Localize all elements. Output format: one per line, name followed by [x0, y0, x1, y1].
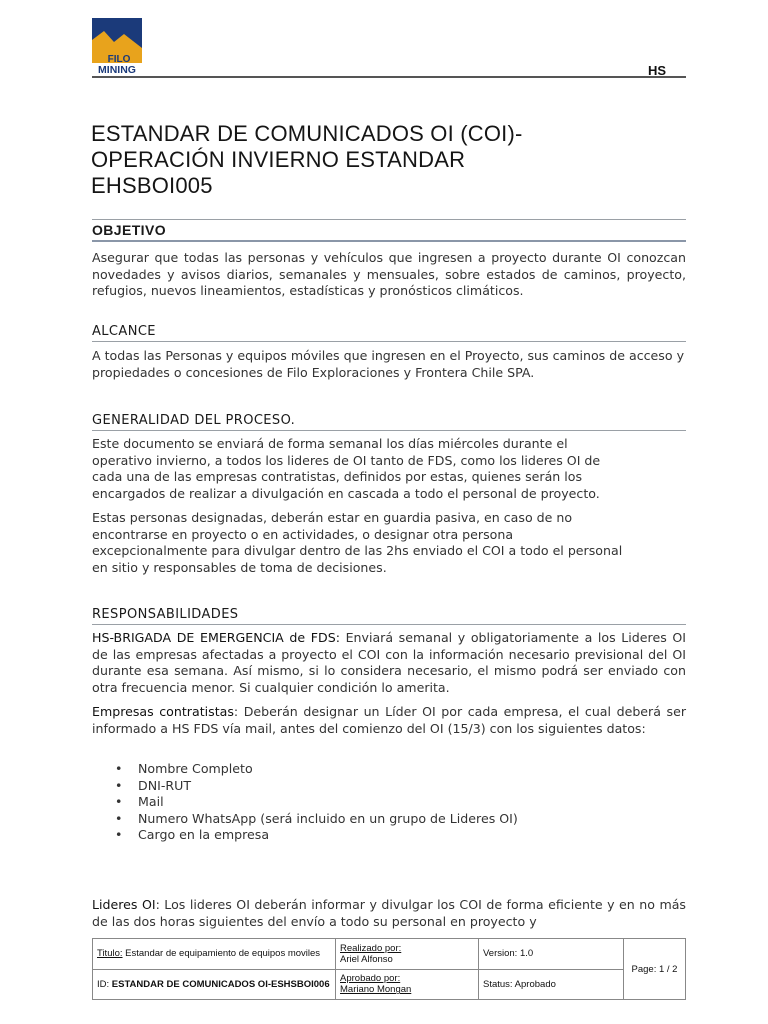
objetivo-heading: OBJETIVO — [92, 222, 166, 238]
brigada-text: Enviará semanal y obligatoriamente a los Lideres OI de las empresas afectadas a proyecto el COI con la información necesario previsional del OI durante esa semana. Así mismo, si lo considera necesario, el mismo podrá ser enviado con otra frecuencia menor. Si cualquier condición lo amerita. — [92, 630, 686, 695]
logo-text-mining: MINING — [98, 64, 136, 75]
title-line-3: EHSBOI005 — [91, 173, 213, 198]
lideres-label: Lideres OI — [92, 897, 156, 912]
generalidad-p2-line: encontrarse en proyecto o en actividades, o designar otra persona — [92, 526, 514, 542]
responsabilidades-rule — [92, 624, 686, 625]
responsabilidades-heading: RESPONSABILIDADES — [92, 607, 239, 622]
alcance-rule — [92, 341, 686, 342]
objetivo-top-rule — [92, 219, 686, 220]
bullet-icon: • — [115, 827, 123, 843]
titulo-value: Estandar de equipamiento de equipos moviles — [122, 948, 321, 960]
generalidad-p1-line: Este documento se enviará de forma semanal los días miércoles durante el — [92, 436, 568, 451]
brigada-paragraph — [92, 630, 686, 696]
footer-realizado-cell — [336, 939, 479, 970]
realizado-label: Realizado por: — [340, 942, 402, 954]
footer-page-cell: Page: 1 / 2 — [624, 939, 686, 1000]
generalidad-p2-line: Estas personas designadas, deberán estar en guardia pasiva, en caso de no — [92, 510, 573, 525]
footer-version-cell: Version: 1.0 — [479, 939, 624, 970]
alcance-text: A todas las Personas y equipos móviles que ingresen en el Proyecto, sus caminos de acceso y propiedades o concesiones de Filo Exploraciones y Frontera Chile SPA. — [92, 348, 685, 380]
footer-titulo-cell — [93, 939, 336, 970]
generalidad-paragraph-1 — [92, 436, 686, 502]
lideres-text: : Los lideres OI deberán informar y divulgar los COI de forma eficiente y en no más de las dos horas siguientes del envío a todo su personal en proyecto y — [92, 897, 686, 929]
titulo-label: Titulo: — [97, 948, 123, 960]
footer-table — [92, 938, 686, 1000]
footer-status-cell: Status: Aprobado — [479, 969, 624, 1000]
list-item: • DNI-RUT — [115, 777, 192, 793]
contratistas-label: Empresas contratistas — [92, 704, 234, 719]
datos-list — [115, 761, 675, 844]
header-tag: HS — [648, 63, 667, 78]
generalidad-p2-line: excepcionalmente para divulgar dentro de las 2hs enviado el COI a todo el personal — [92, 543, 623, 558]
contratistas-text: : Deberán designar un Líder OI por cada empresa, el cual deberá ser informado a HS FDS vía mail, antes del comienzo del OI (15/3) con los siguientes datos: — [92, 704, 686, 736]
footer-id-cell — [93, 969, 336, 1000]
logo-text-filo: FILO — [107, 54, 131, 65]
title-line-2: OPERACIÓN INVIERNO ESTANDAR — [91, 147, 466, 172]
generalidad-heading: GENERALIDAD DEL PROCESO. — [92, 413, 296, 428]
bullet-icon: • — [115, 794, 123, 810]
footer-aprobado-cell — [336, 969, 479, 1000]
bullet-icon: • — [115, 810, 123, 826]
generalidad-paragraph-2 — [92, 510, 686, 576]
bullet-icon: • — [115, 777, 123, 793]
generalidad-p1-line: operativo invierno, a todos los lideres de OI tanto de FDS, como los lideres OI de — [92, 452, 601, 468]
lideres-paragraph — [92, 897, 686, 933]
bullet-icon: • — [115, 761, 123, 776]
list-item: • Numero WhatsApp (será incluido en un grupo de Lideres OI) — [115, 810, 518, 826]
list-item: • Cargo en la empresa — [115, 827, 270, 843]
realizado-value: Ariel Alfonso — [340, 953, 393, 965]
generalidad-rule — [92, 430, 686, 431]
list-item: • Mail — [115, 794, 164, 810]
objetivo-bottom-rule — [92, 240, 686, 242]
id-label: ID: — [97, 978, 112, 990]
list-item: • Nombre Completo — [115, 761, 253, 776]
generalidad-p1-line: cada una de las empresas contratistas, definidos por estas, quienes serán los — [92, 469, 583, 484]
aprobado-label: Aprobado por: — [340, 973, 401, 985]
generalidad-p1-line: encargados de realizar a divulgación en cascada a todo el personal de proyecto. — [92, 485, 600, 501]
document-title — [91, 121, 651, 199]
header-rule — [92, 76, 686, 78]
title-line-1: ESTANDAR DE COMUNICADOS OI (COI)- — [91, 121, 523, 146]
aprobado-value: Mariano Mongan — [340, 984, 412, 996]
generalidad-p2-line: en sitio y responsables de toma de decisiones. — [92, 559, 387, 575]
id-value: ESTANDAR DE COMUNICADOS OI-ESHSBOI006 — [111, 978, 330, 990]
alcance-heading: ALCANCE — [92, 324, 156, 339]
objetivo-text: Asegurar que todas las personas y vehículos que ingresen a proyecto durante OI conozcan novedades y avisos diarios, semanales y mensuales, sobre estados de caminos, proyecto, refugios, nuevos lineamientos, estadísticas y pronósticos climáticos. — [92, 250, 686, 298]
contratistas-paragraph — [92, 704, 686, 737]
filo-mining-logo — [92, 18, 142, 75]
brigada-label: HS-BRIGADA DE EMERGENCIA de FDS: — [92, 630, 340, 645]
